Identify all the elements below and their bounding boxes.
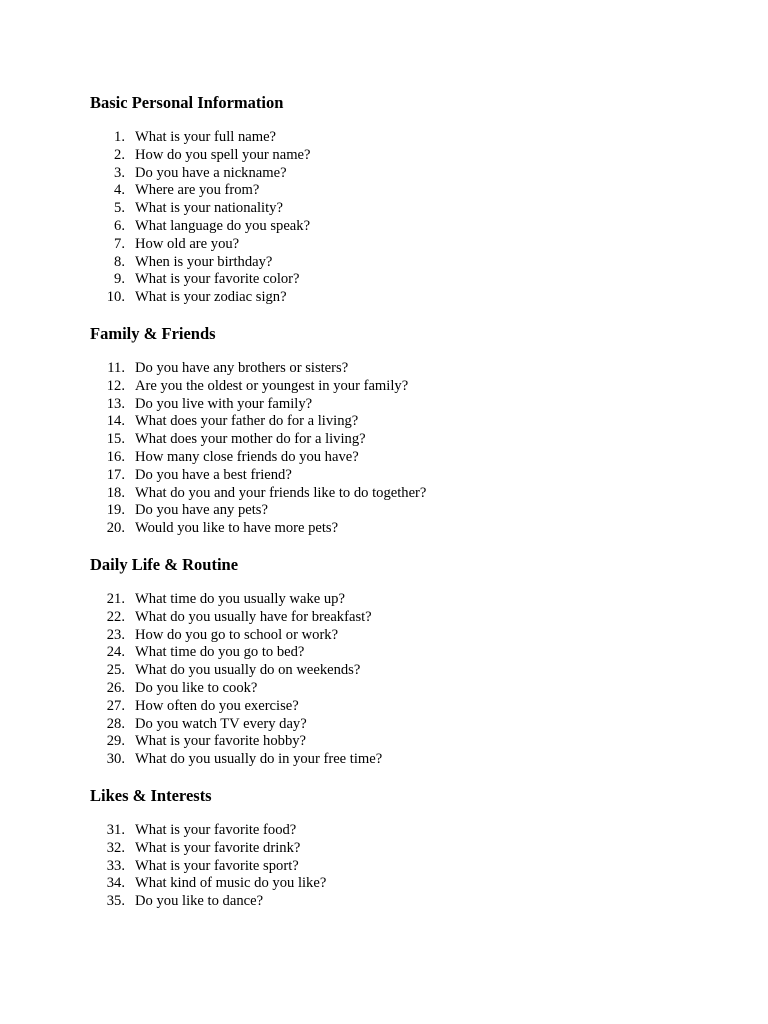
question-text: What kind of music do you like? — [135, 875, 327, 892]
question-text: What do you usually do in your free time? — [135, 751, 383, 768]
question-text: Would you like to have more pets? — [135, 520, 339, 537]
question-text: What do you usually do on weekends? — [135, 662, 361, 679]
question-number: 7. — [114, 235, 125, 252]
question-item — [90, 289, 710, 307]
question-text: How old are you? — [135, 235, 240, 252]
question-number: 21. — [106, 590, 125, 607]
question-text: What does your father do for a living? — [135, 413, 359, 430]
question-number: 27. — [106, 697, 125, 714]
question-item — [90, 360, 710, 378]
question-number: 10. — [106, 289, 125, 306]
question-number: 20. — [106, 520, 125, 537]
question-number: 17. — [106, 466, 125, 483]
question-text: What is your favorite sport? — [135, 857, 299, 874]
question-number: 26. — [106, 679, 125, 696]
question-item — [90, 858, 710, 876]
question-number: 6. — [114, 217, 125, 234]
question-item — [90, 751, 710, 769]
question-list — [90, 129, 710, 307]
question-text: Where are you from? — [135, 182, 260, 199]
question-item — [90, 182, 710, 200]
question-text: How many close friends do you have? — [135, 448, 359, 465]
question-item — [90, 502, 710, 520]
question-item — [90, 644, 710, 662]
question-number: 22. — [106, 608, 125, 625]
question-item — [90, 627, 710, 645]
question-number: 9. — [114, 271, 125, 288]
question-item — [90, 396, 710, 414]
question-section — [90, 785, 710, 911]
question-item — [90, 254, 710, 272]
question-text: What is your favorite drink? — [135, 839, 301, 856]
question-item — [90, 733, 710, 751]
question-item — [90, 840, 710, 858]
question-item — [90, 271, 710, 289]
question-text: Do you like to cook? — [135, 679, 258, 696]
question-item — [90, 609, 710, 627]
question-item — [90, 413, 710, 431]
question-number: 25. — [106, 662, 125, 679]
question-text: What language do you speak? — [135, 217, 311, 234]
section-heading: Likes & Interests — [90, 785, 212, 805]
question-number: 29. — [106, 733, 125, 750]
question-item — [90, 485, 710, 503]
question-text: Do you like to dance? — [135, 893, 264, 910]
section-heading: Daily Life & Routine — [90, 554, 239, 574]
question-item — [90, 147, 710, 165]
section-heading: Basic Personal Information — [90, 93, 284, 112]
document-page — [90, 92, 710, 927]
question-number: 5. — [114, 200, 125, 217]
question-number: 11. — [107, 359, 125, 376]
question-text: What is your nationality? — [135, 200, 283, 217]
question-number: 2. — [114, 146, 125, 163]
question-number: 23. — [106, 626, 125, 643]
question-item — [90, 449, 710, 467]
question-number: 15. — [106, 431, 125, 448]
question-item — [90, 378, 710, 396]
question-number: 24. — [106, 644, 125, 661]
question-text: Do you live with your family? — [135, 395, 313, 412]
question-number: 13. — [106, 395, 125, 412]
question-number: 12. — [106, 377, 125, 394]
question-list — [90, 360, 710, 538]
question-item — [90, 200, 710, 218]
question-number: 32. — [106, 839, 125, 856]
question-text: Do you have a nickname? — [135, 164, 287, 181]
question-item — [90, 129, 710, 147]
question-number: 31. — [106, 821, 125, 838]
question-item — [90, 218, 710, 236]
question-item — [90, 165, 710, 183]
question-text: What is your favorite hobby? — [135, 733, 307, 750]
question-item — [90, 875, 710, 893]
question-number: 14. — [106, 413, 125, 430]
question-item — [90, 236, 710, 254]
question-item — [90, 680, 710, 698]
question-text: Are you the oldest or youngest in your family? — [135, 377, 409, 394]
question-number: 1. — [114, 129, 125, 145]
question-text: Do you have a best friend? — [135, 466, 292, 483]
question-text: What is your favorite food? — [135, 821, 297, 838]
section-heading: Family & Friends — [90, 323, 216, 343]
question-section — [90, 554, 710, 769]
question-number: 4. — [114, 182, 125, 199]
question-text: What does your mother do for a living? — [135, 431, 366, 448]
question-text: What time do you usually wake up? — [135, 590, 345, 607]
question-number: 34. — [106, 875, 125, 892]
question-number: 18. — [106, 484, 125, 501]
question-list — [90, 822, 710, 911]
question-number: 33. — [106, 857, 125, 874]
question-text: Do you watch TV every day? — [135, 715, 307, 732]
question-number: 30. — [106, 751, 125, 768]
question-text: What do you usually have for breakfast? — [135, 608, 372, 625]
question-item — [90, 822, 710, 840]
question-number: 19. — [106, 502, 125, 519]
question-item — [90, 467, 710, 485]
question-text: Do you have any brothers or sisters? — [135, 359, 349, 376]
question-number: 8. — [114, 253, 125, 270]
question-number: 28. — [106, 715, 125, 732]
question-text: Do you have any pets? — [135, 502, 268, 519]
question-text: What time do you go to bed? — [135, 644, 305, 661]
question-number: 3. — [114, 164, 125, 181]
question-text: How do you spell your name? — [135, 146, 311, 163]
question-text: What is your zodiac sign? — [135, 289, 287, 306]
question-item — [90, 520, 710, 538]
question-item — [90, 893, 710, 911]
question-text: What is your full name? — [135, 129, 277, 145]
question-list — [90, 591, 710, 769]
question-section — [90, 92, 710, 307]
question-item — [90, 431, 710, 449]
question-text: How often do you exercise? — [135, 697, 299, 714]
question-item — [90, 716, 710, 734]
question-item — [90, 591, 710, 609]
question-section — [90, 323, 710, 538]
question-text: What is your favorite color? — [135, 271, 300, 288]
question-number: 35. — [106, 893, 125, 910]
question-text: What do you and your friends like to do together? — [135, 484, 427, 501]
question-text: How do you go to school or work? — [135, 626, 339, 643]
question-text: When is your birthday? — [135, 253, 273, 270]
question-item — [90, 698, 710, 716]
question-number: 16. — [106, 448, 125, 465]
question-item — [90, 662, 710, 680]
